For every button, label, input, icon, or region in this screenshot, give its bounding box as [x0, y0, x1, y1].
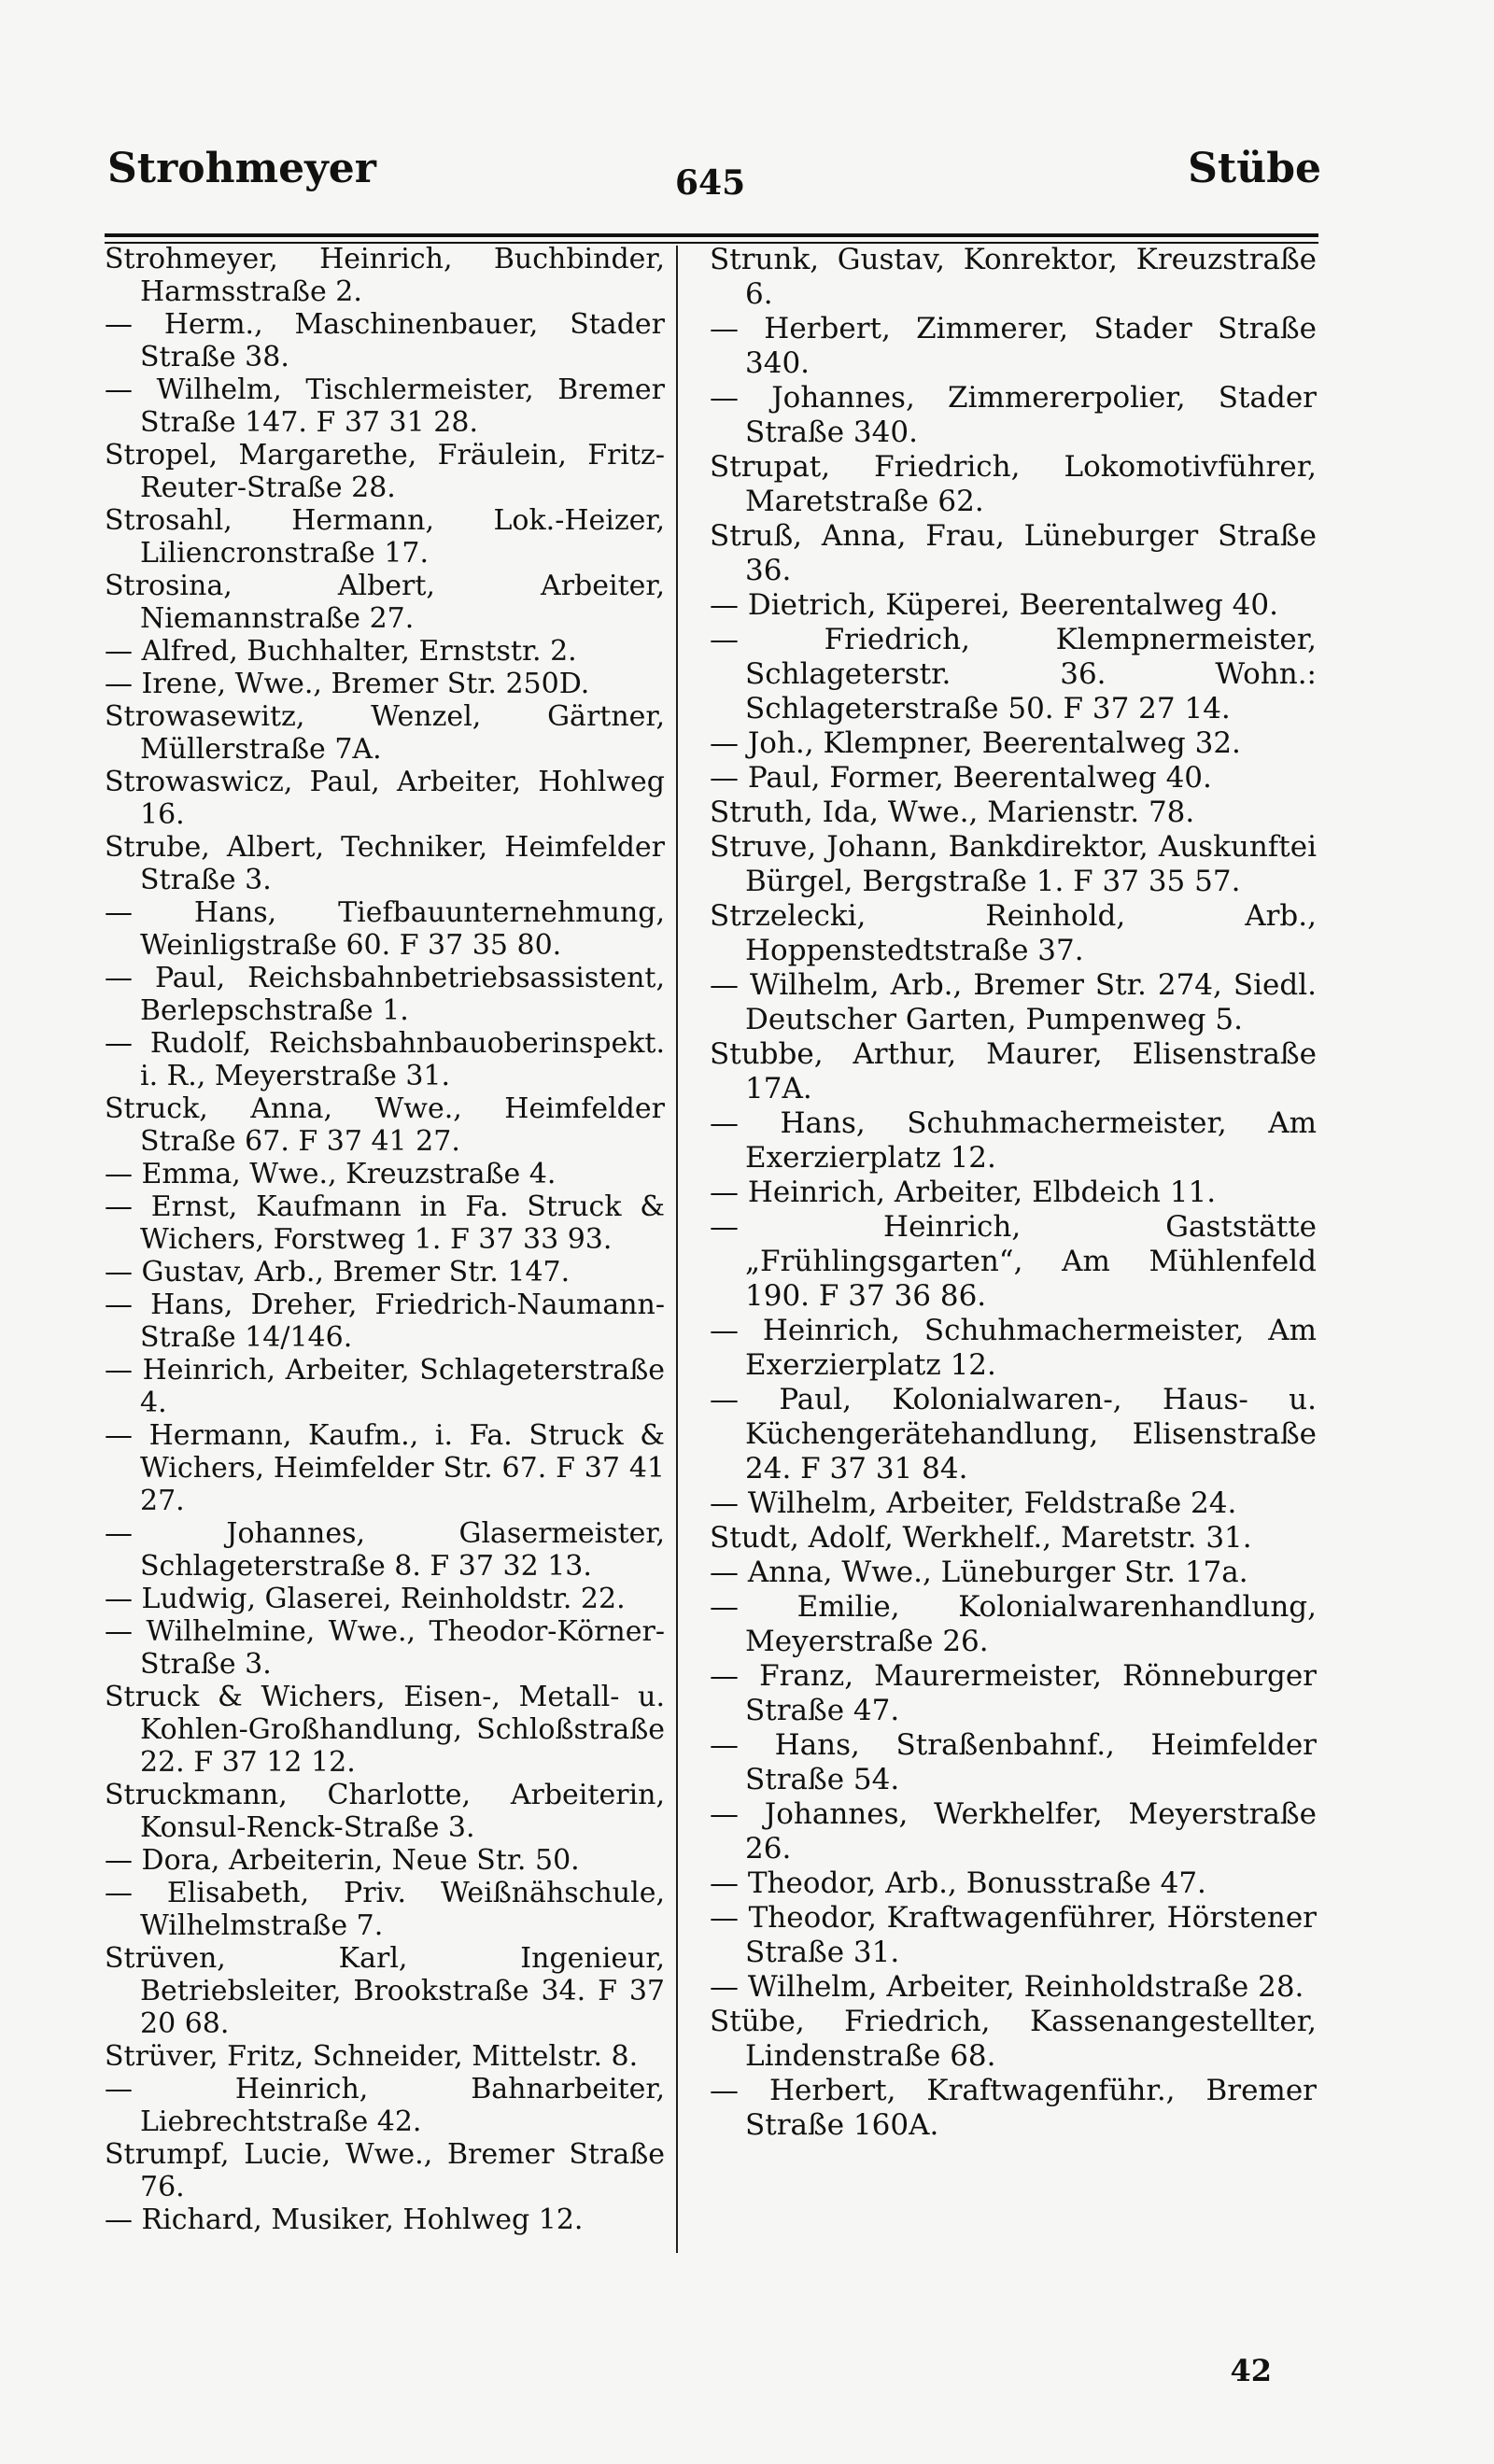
- directory-entry: Struve, Johann, Bankdirektor, Auskunftei Bürgel, Bergstraße 1. F 37 35 57.: [710, 830, 1317, 898]
- directory-entry: — Franz, Maurermeister, Rönneburger Straße 47.: [710, 1659, 1317, 1727]
- directory-entry: — Wilhelm, Arb., Bremer Str. 274, Siedl. Deutscher Garten, Pumpenweg 5.: [710, 968, 1317, 1036]
- running-head-left: Strohmeyer: [107, 145, 376, 192]
- directory-entry: — Hans, Schuhmachermeister, Am Exerzierplatz 12.: [710, 1106, 1317, 1175]
- directory-entry: Struck, Anna, Wwe., Heimfelder Straße 67. F 37 41 27.: [105, 1092, 665, 1158]
- page-header: [107, 145, 1321, 215]
- directory-entry: — Wilhelm, Arbeiter, Reinholdstraße 28.: [710, 1970, 1304, 2004]
- directory-entry: — Hans, Tiefbauunternehmung, Weinligstraße 60. F 37 35 80.: [105, 896, 665, 962]
- directory-entry: — Wilhelmine, Wwe., Theodor-Körner-Straße 3.: [105, 1615, 665, 1681]
- directory-entry: Strüver, Fritz, Schneider, Mittelstr. 8.: [105, 2040, 639, 2073]
- directory-entry: — Herbert, Zimmerer, Stader Straße 340.: [710, 312, 1317, 380]
- directory-entry: Strumpf, Lucie, Wwe., Bremer Straße 76.: [105, 2138, 665, 2204]
- directory-entry: — Johannes, Werkhelfer, Meyerstraße 26.: [710, 1797, 1317, 1866]
- directory-entry: Strunk, Gustav, Konrektor, Kreuzstraße 6.: [710, 243, 1317, 311]
- directory-entry: — Heinrich, Arbeiter, Elbdeich 11.: [710, 1176, 1217, 1209]
- directory-entry: Studt, Adolf, Werkhelf., Maretstr. 31.: [710, 1521, 1252, 1555]
- directory-entry: — Paul, Former, Beerentalweg 40.: [710, 761, 1212, 795]
- directory-entry: — Alfred, Buchhalter, Ernststr. 2.: [105, 635, 577, 668]
- directory-entry: — Anna, Wwe., Lüneburger Str. 17a.: [710, 1556, 1248, 1589]
- directory-entry: — Heinrich, Bahnarbeiter, Liebrechtstraße 42.: [105, 2073, 665, 2138]
- directory-entry: — Rudolf, Reichsbahnbauoberinspekt. i. R., Meyerstraße 31.: [105, 1027, 665, 1092]
- directory-entry: Strosina, Albert, Arbeiter, Niemannstraße 27.: [105, 570, 665, 635]
- directory-entry: Strohmeyer, Heinrich, Buchbinder, Harmsstraße 2.: [105, 243, 665, 308]
- directory-entry: — Emilie, Kolonialwarenhandlung, Meyerstraße 26.: [710, 1590, 1317, 1658]
- directory-entry: — Herbert, Kraftwagenführ., Bremer Straße 160A.: [710, 2074, 1317, 2142]
- directory-entry: — Johannes, Zimmererpolier, Stader Straße 340.: [710, 381, 1317, 449]
- page-number: 645: [675, 163, 746, 203]
- directory-entry: Strube, Albert, Techniker, Heimfelder Straße 3.: [105, 831, 665, 896]
- directory-entry: Struth, Ida, Wwe., Marienstr. 78.: [710, 796, 1195, 829]
- directory-entry: — Heinrich, Arbeiter, Schlageterstraße 4.: [105, 1354, 665, 1419]
- directory-entry: Stübe, Friedrich, Kassenangestellter, Lindenstraße 68.: [710, 2005, 1317, 2073]
- left-column: [105, 243, 665, 2236]
- directory-entry: Struckmann, Charlotte, Arbeiterin, Konsul-Renck-Straße 3.: [105, 1779, 665, 1844]
- directory-entry: — Hans, Straßenbahnf., Heimfelder Straße 54.: [710, 1728, 1317, 1796]
- directory-entry: — Ludwig, Glaserei, Reinholdstr. 22.: [105, 1583, 626, 1615]
- directory-entry: Strzelecki, Reinhold, Arb., Hoppenstedtstraße 37.: [710, 899, 1317, 967]
- directory-entry: — Friedrich, Klempnermeister, Schlageterstr. 36. Wohn.: Schlageterstraße 50. F 37 27 14.: [710, 623, 1317, 725]
- directory-entry: — Irene, Wwe., Bremer Str. 250D.: [105, 668, 590, 700]
- directory-entry: — Herm., Maschinenbauer, Stader Straße 38.: [105, 308, 665, 373]
- directory-entry: Strowaswicz, Paul, Arbeiter, Hohlweg 16.: [105, 766, 665, 831]
- directory-entry: — Wilhelm, Arbeiter, Feldstraße 24.: [710, 1486, 1237, 1520]
- directory-entry: Strupat, Friedrich, Lokomotivführer, Maretstraße 62.: [710, 450, 1317, 518]
- directory-entry: — Joh., Klempner, Beerentalweg 32.: [710, 726, 1241, 760]
- directory-entry: Stropel, Margarethe, Fräulein, Fritz-Reuter-Straße 28.: [105, 439, 665, 504]
- directory-entry: — Elisabeth, Priv. Weißnähschule, Wilhelmstraße 7.: [105, 1877, 665, 1942]
- directory-entry: Struß, Anna, Frau, Lüneburger Straße 36.: [710, 519, 1317, 587]
- directory-entry: — Paul, Kolonialwaren-, Haus- u. Küchengerätehandlung, Elisenstraße 24. F 37 31 84.: [710, 1383, 1317, 1485]
- directory-entry: — Hermann, Kaufm., i. Fa. Struck & Wichers, Heimfelder Str. 67. F 37 41 27.: [105, 1419, 665, 1517]
- directory-entry: — Heinrich, Schuhmachermeister, Am Exerzierplatz 12.: [710, 1314, 1317, 1382]
- directory-entry: — Gustav, Arb., Bremer Str. 147.: [105, 1256, 571, 1288]
- directory-entry: — Johannes, Glasermeister, Schlageterstraße 8. F 37 32 13.: [105, 1517, 665, 1583]
- directory-entry: — Dietrich, Küperei, Beerentalweg 40.: [710, 588, 1278, 622]
- directory-entry: — Ernst, Kaufmann in Fa. Struck & Wichers, Forstweg 1. F 37 33 93.: [105, 1190, 665, 1256]
- directory-entry: — Dora, Arbeiterin, Neue Str. 50.: [105, 1844, 580, 1877]
- directory-entry: Strowasewitz, Wenzel, Gärtner, Müllerstraße 7A.: [105, 700, 665, 766]
- directory-entry: — Hans, Dreher, Friedrich-Naumann-Straße 14/146.: [105, 1288, 665, 1354]
- directory-entry: Strosahl, Hermann, Lok.-Heizer, Liliencronstraße 17.: [105, 504, 665, 570]
- running-head-right: Stübe: [1188, 145, 1321, 192]
- header-rule-thick: [105, 233, 1318, 237]
- directory-entry: — Theodor, Arb., Bonusstraße 47.: [710, 1866, 1206, 1900]
- directory-entry: — Richard, Musiker, Hohlweg 12.: [105, 2204, 584, 2236]
- right-column: [710, 243, 1317, 2143]
- directory-entry: Struck & Wichers, Eisen-, Metall- u. Kohlen-Großhandlung, Schloßstraße 22. F 37 12 12.: [105, 1681, 665, 1779]
- directory-entry: — Emma, Wwe., Kreuzstraße 4.: [105, 1158, 557, 1190]
- directory-entry: — Theodor, Kraftwagenführer, Hörstener Straße 31.: [710, 1901, 1317, 1969]
- directory-entry: — Heinrich, Gaststätte „Frühlingsgarten“, Am Mühlenfeld 190. F 37 36 86.: [710, 1210, 1317, 1313]
- directory-entry: Stubbe, Arthur, Maurer, Elisenstraße 17A.: [710, 1037, 1317, 1105]
- directory-entry: — Wilhelm, Tischlermeister, Bremer Straße 147. F 37 31 28.: [105, 373, 665, 439]
- directory-entry: Strüven, Karl, Ingenieur, Betriebsleiter, Brookstraße 34. F 37 20 68.: [105, 1942, 665, 2040]
- column-divider: [676, 246, 678, 2253]
- signature-mark: 42: [1230, 2353, 1272, 2388]
- directory-entry: — Paul, Reichsbahnbetriebsassistent, Berlepschstraße 1.: [105, 962, 665, 1027]
